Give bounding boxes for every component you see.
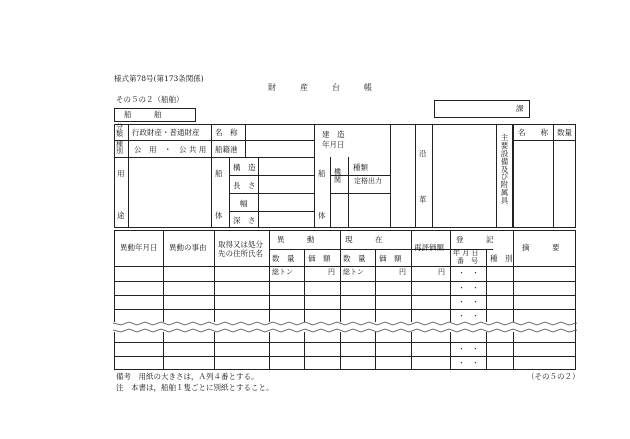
registration-date-label: 年 月 日 [453, 249, 479, 257]
change-price-label: 価 額 [308, 254, 331, 263]
category-value: 行政財産・普通財産 [132, 128, 200, 137]
category-label: 分類 [116, 123, 123, 138]
current-price-label: 価 額 [379, 254, 402, 263]
department-label: 課 [516, 104, 524, 113]
current-unit-ton: 総トン [343, 268, 364, 276]
use-label-2: 途 [117, 211, 125, 220]
current-qty-label: 数 量 [343, 254, 366, 263]
reg-date-dots: ・ ・ [458, 359, 479, 367]
registration-number-label: 番 号 [457, 257, 478, 265]
name-label: 名 称 [215, 128, 238, 137]
use-label: 用 [117, 169, 125, 178]
history-label: 沿 [419, 149, 427, 158]
col-registration: 登 記 [456, 235, 494, 244]
type-value: 公 用 ・ 公 共 用 [134, 145, 207, 154]
change-qty-label: 数 量 [272, 254, 295, 263]
tear-line [113, 320, 577, 334]
type-label: 種別 [116, 140, 123, 155]
reg-date-dots: ・ ・ [458, 298, 479, 306]
rated-output-label: 定格出力 [354, 177, 382, 185]
page-title: 財 産 台 帳 [268, 83, 372, 92]
reg-date-dots: ・ ・ [458, 284, 479, 292]
footer-note: 備考 用紙の大きさは，Ａ列４番とする。 [116, 372, 259, 381]
registration-type-label: 種 別 [490, 254, 513, 263]
reg-date-dots: ・ ・ [458, 269, 479, 277]
home-port-label: 船籍港 [215, 145, 238, 154]
hull-label-b: 船 [318, 169, 326, 178]
structure-label: 構 造 [233, 163, 256, 172]
col-acquirer: 取得又は処分先の住所氏名 [218, 240, 263, 259]
reg-date-dots: ・ ・ [458, 312, 479, 320]
col-change-reason: 異動の事由 [169, 243, 207, 252]
change-unit-ton: 総トン [272, 268, 293, 276]
footer-page-ref: （その５の２） [527, 372, 580, 381]
built-date-label: 年月日 [322, 140, 345, 149]
engine-label: 機関 [334, 168, 341, 185]
hull-label-2: 体 [215, 211, 223, 220]
subtitle: その５の２（船舶） [116, 95, 184, 104]
revalue-unit-yen: 円 [438, 268, 445, 276]
reg-date-dots: ・ ・ [458, 345, 479, 353]
ship-label: 船 舶 [124, 110, 162, 119]
footer-instruction: 注 本書は，船舶１隻ごとに別紙とすること。 [116, 383, 274, 392]
current-unit-yen: 円 [399, 268, 406, 276]
col-change: 異 動 [277, 235, 315, 244]
history-label-2: 革 [419, 195, 427, 204]
col-current: 現 在 [345, 235, 383, 244]
hull-label: 船 [215, 169, 223, 178]
engine-type-label: 種類 [353, 163, 368, 172]
quantity-label: 数量 [557, 128, 572, 137]
change-unit-yen: 円 [328, 268, 335, 276]
hull-label-b-2: 体 [318, 211, 326, 220]
col-revaluation: 再評価額 [414, 243, 444, 252]
width-label: 幅 [240, 199, 248, 208]
built-label: 建 造 [322, 130, 345, 139]
item-name-label: 名 称 [518, 128, 548, 137]
equipment-label: 主要設備及び附属具 [500, 133, 509, 205]
col-remarks: 摘 要 [522, 243, 560, 252]
depth-label: 深 さ [233, 216, 256, 225]
length-label: 長 さ [233, 181, 256, 190]
form-number: 様式第78号(第173条関係) [114, 74, 204, 83]
col-change-date: 異動年月日 [120, 243, 158, 252]
